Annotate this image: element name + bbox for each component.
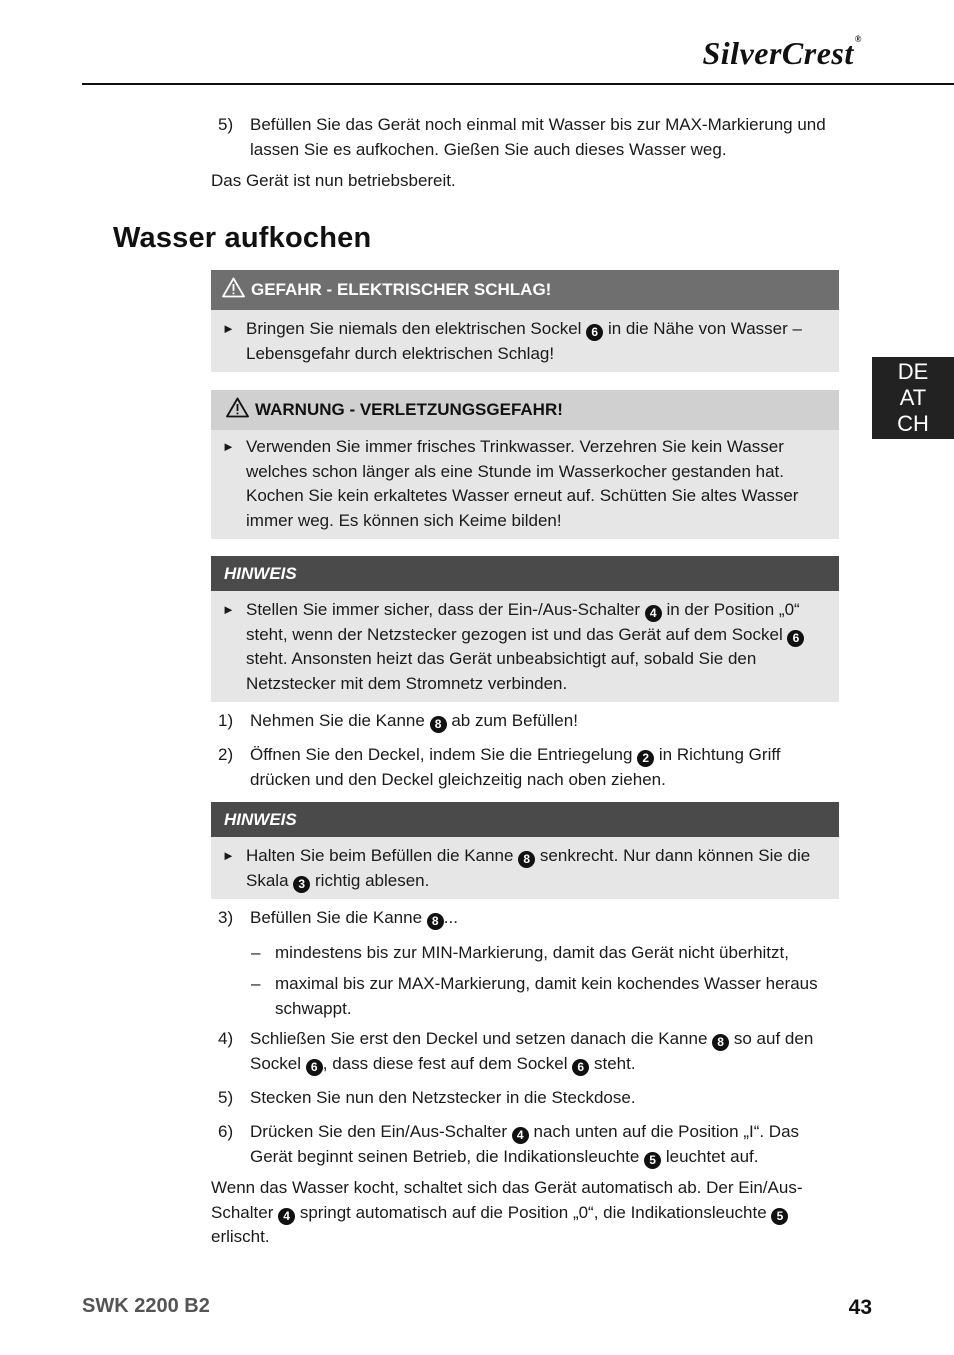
bullet-item: [222, 435, 829, 533]
list-item-text: maximal bis zur MAX-Markierung, damit kein kochendes Wasser heraus schwappt.: [275, 974, 818, 1018]
language-tab: [872, 357, 954, 439]
bullet-item: [222, 844, 829, 893]
circled-number-icon: 4: [512, 1127, 529, 1144]
intro-step-5: [218, 113, 843, 162]
step-text: Befüllen Sie die Kanne: [250, 908, 423, 927]
lang-de: DE: [897, 359, 929, 384]
bullet-text: Stellen Sie immer sicher, dass der Ein-/Aus-Schalter: [246, 600, 640, 619]
lang-at: AT: [899, 385, 927, 410]
note-box-body: [211, 837, 839, 899]
note-box-header: HINWEIS: [211, 556, 839, 591]
circled-number-icon: 8: [712, 1034, 729, 1051]
triangle-bullet-icon: ►: [222, 848, 235, 863]
note-box-1: [211, 556, 839, 702]
note-box-body: [211, 591, 839, 702]
warning-box-body: [211, 430, 839, 539]
step-number: 6): [218, 1122, 234, 1141]
bullet-text: steht. Ansonsten heizt das Gerät unbeabsichtigt auf, sobald Sie den Netzstecker mit dem Stromnetz verbinden.: [246, 649, 757, 693]
paragraph-text: erlischt.: [211, 1227, 270, 1246]
closing-paragraph: [211, 1176, 836, 1250]
circled-number-icon: 5: [644, 1152, 661, 1169]
bullet-text: Verwenden Sie immer frisches Trinkwasser. Verzehren Sie kein Wasser welches schon länger als eine Stunde im Wasserkocher gestanden hat. Kochen Sie kein erkaltetes Wasser erneut auf. Schütten Sie altes Wasser immer weg. Es können sich Keime bilden!: [246, 437, 799, 530]
warning-box: [211, 390, 839, 539]
circled-number-icon: 8: [518, 851, 535, 868]
bullet-text: Bringen Sie niemals den elektrischen Sockel: [246, 319, 582, 338]
danger-box-header: [211, 270, 839, 310]
step-number: 4): [218, 1029, 234, 1048]
step-number: 3): [218, 908, 234, 927]
danger-box: [211, 270, 839, 372]
bullet-text: in der Position „0“ steht, wenn der Netzstecker gezogen ist und das Gerät auf dem Sockel: [246, 600, 800, 644]
circled-number-icon: 2: [637, 750, 654, 767]
warning-triangle-icon: [226, 397, 249, 423]
step-1: [218, 709, 843, 734]
bullet-item: [222, 317, 829, 366]
step-text: , dass diese fest auf dem Sockel: [322, 1053, 568, 1073]
circled-number-icon: 6: [586, 324, 603, 341]
step-number: 1): [218, 711, 234, 730]
step-text: Öffnen Sie den Deckel, indem Sie die Entriegelung: [250, 745, 633, 764]
step-text: in Richtung Griff drücken und den Deckel gleichzeitig nach oben ziehen.: [250, 745, 781, 789]
circled-number-icon: 6: [572, 1059, 589, 1076]
page-number: 43: [848, 1296, 872, 1319]
circled-number-icon: 4: [645, 605, 662, 622]
danger-box-heading: GEFAHR - ELEKTRISCHER SCHLAG!: [251, 280, 552, 299]
step-text: Drücken Sie den Ein/Aus-Schalter: [250, 1122, 508, 1141]
warning-triangle-icon: [222, 277, 245, 303]
circled-number-icon: 8: [430, 716, 447, 733]
list-item-text: mindestens bis zur MIN-Markierung, damit das Gerät nicht überhitzt,: [275, 943, 789, 962]
step-text: nach unten auf die Position „I“. Das Gerät beginnt seinen Betrieb, die Indikationsleuchte: [250, 1122, 800, 1166]
step-2: [218, 743, 843, 792]
step-text: Stecken Sie nun den Netzstecker in die Steckdose.: [250, 1088, 636, 1107]
triangle-bullet-icon: ►: [222, 439, 235, 454]
ready-text: Das Gerät ist nun betriebsbereit.: [211, 171, 456, 190]
note-box-2: [211, 802, 839, 899]
circled-number-icon: 6: [787, 630, 804, 647]
list-item: [251, 972, 841, 1021]
dash-bullet: –: [251, 974, 261, 993]
warning-box-heading: WARNUNG - VERLETZUNGSGEFAHR!: [255, 400, 563, 419]
section-title: Wasser aufkochen: [113, 222, 372, 254]
step-number: 2): [218, 745, 234, 764]
bullet-text: senkrecht. Nur dann können Sie die Skala: [246, 846, 811, 890]
paragraph-text: springt automatisch auf die Position „0“, die Indikationsleuchte: [299, 1202, 767, 1222]
step-4: [218, 1027, 843, 1076]
step-6: [218, 1120, 843, 1169]
list-item: [251, 941, 841, 966]
step-text: leuchtet auf.: [665, 1146, 759, 1166]
danger-box-body: [211, 310, 839, 372]
circled-number-icon: 3: [293, 876, 310, 893]
step-5: [218, 1086, 843, 1111]
header-rule: [82, 83, 954, 85]
circled-number-icon: 8: [427, 913, 444, 930]
warning-box-header: [211, 390, 839, 430]
triangle-bullet-icon: ►: [222, 321, 235, 336]
brand-logo: [702, 34, 862, 72]
circled-number-icon: 5: [771, 1208, 788, 1225]
bullet-text: Halten Sie beim Befüllen die Kanne: [246, 846, 514, 865]
dash-bullet: –: [251, 943, 261, 962]
step-number: 5): [218, 1088, 234, 1107]
step-3: [218, 906, 843, 931]
bullet-item: [222, 598, 829, 696]
step-text: so auf den Sockel: [250, 1029, 814, 1073]
step-text: Schließen Sie erst den Deckel und setzen danach die Kanne: [250, 1029, 708, 1048]
brand-logo-text: SilverCrest: [702, 35, 854, 71]
step-text: ...: [443, 908, 458, 927]
lang-ch: CH: [897, 411, 929, 436]
step-number: 5): [218, 115, 234, 134]
step-text: steht.: [593, 1053, 636, 1073]
paragraph-text: Wenn das Wasser kocht, schaltet sich das Gerät automatisch ab. Der Ein/Aus-Schalter: [211, 1178, 803, 1222]
circled-number-icon: 4: [278, 1208, 295, 1225]
footer-model: SWK 2200 B2: [82, 1295, 210, 1317]
step-text: Befüllen Sie das Gerät noch einmal mit Wasser bis zur MAX-Markierung und lassen Sie es aufkochen. Gießen Sie auch dieses Wasser weg.: [250, 115, 826, 159]
registered-mark: ®: [854, 34, 862, 44]
step-text: Nehmen Sie die Kanne: [250, 711, 425, 730]
bullet-text: richtig ablesen.: [315, 870, 430, 890]
triangle-bullet-icon: ►: [222, 602, 235, 617]
bullet-text: in die Nähe von Wasser – Lebensgefahr durch elektrischen Schlag!: [246, 319, 802, 363]
step-text: ab zum Befüllen!: [451, 711, 578, 730]
circled-number-icon: 6: [306, 1059, 323, 1076]
note-box-header: HINWEIS: [211, 802, 839, 837]
